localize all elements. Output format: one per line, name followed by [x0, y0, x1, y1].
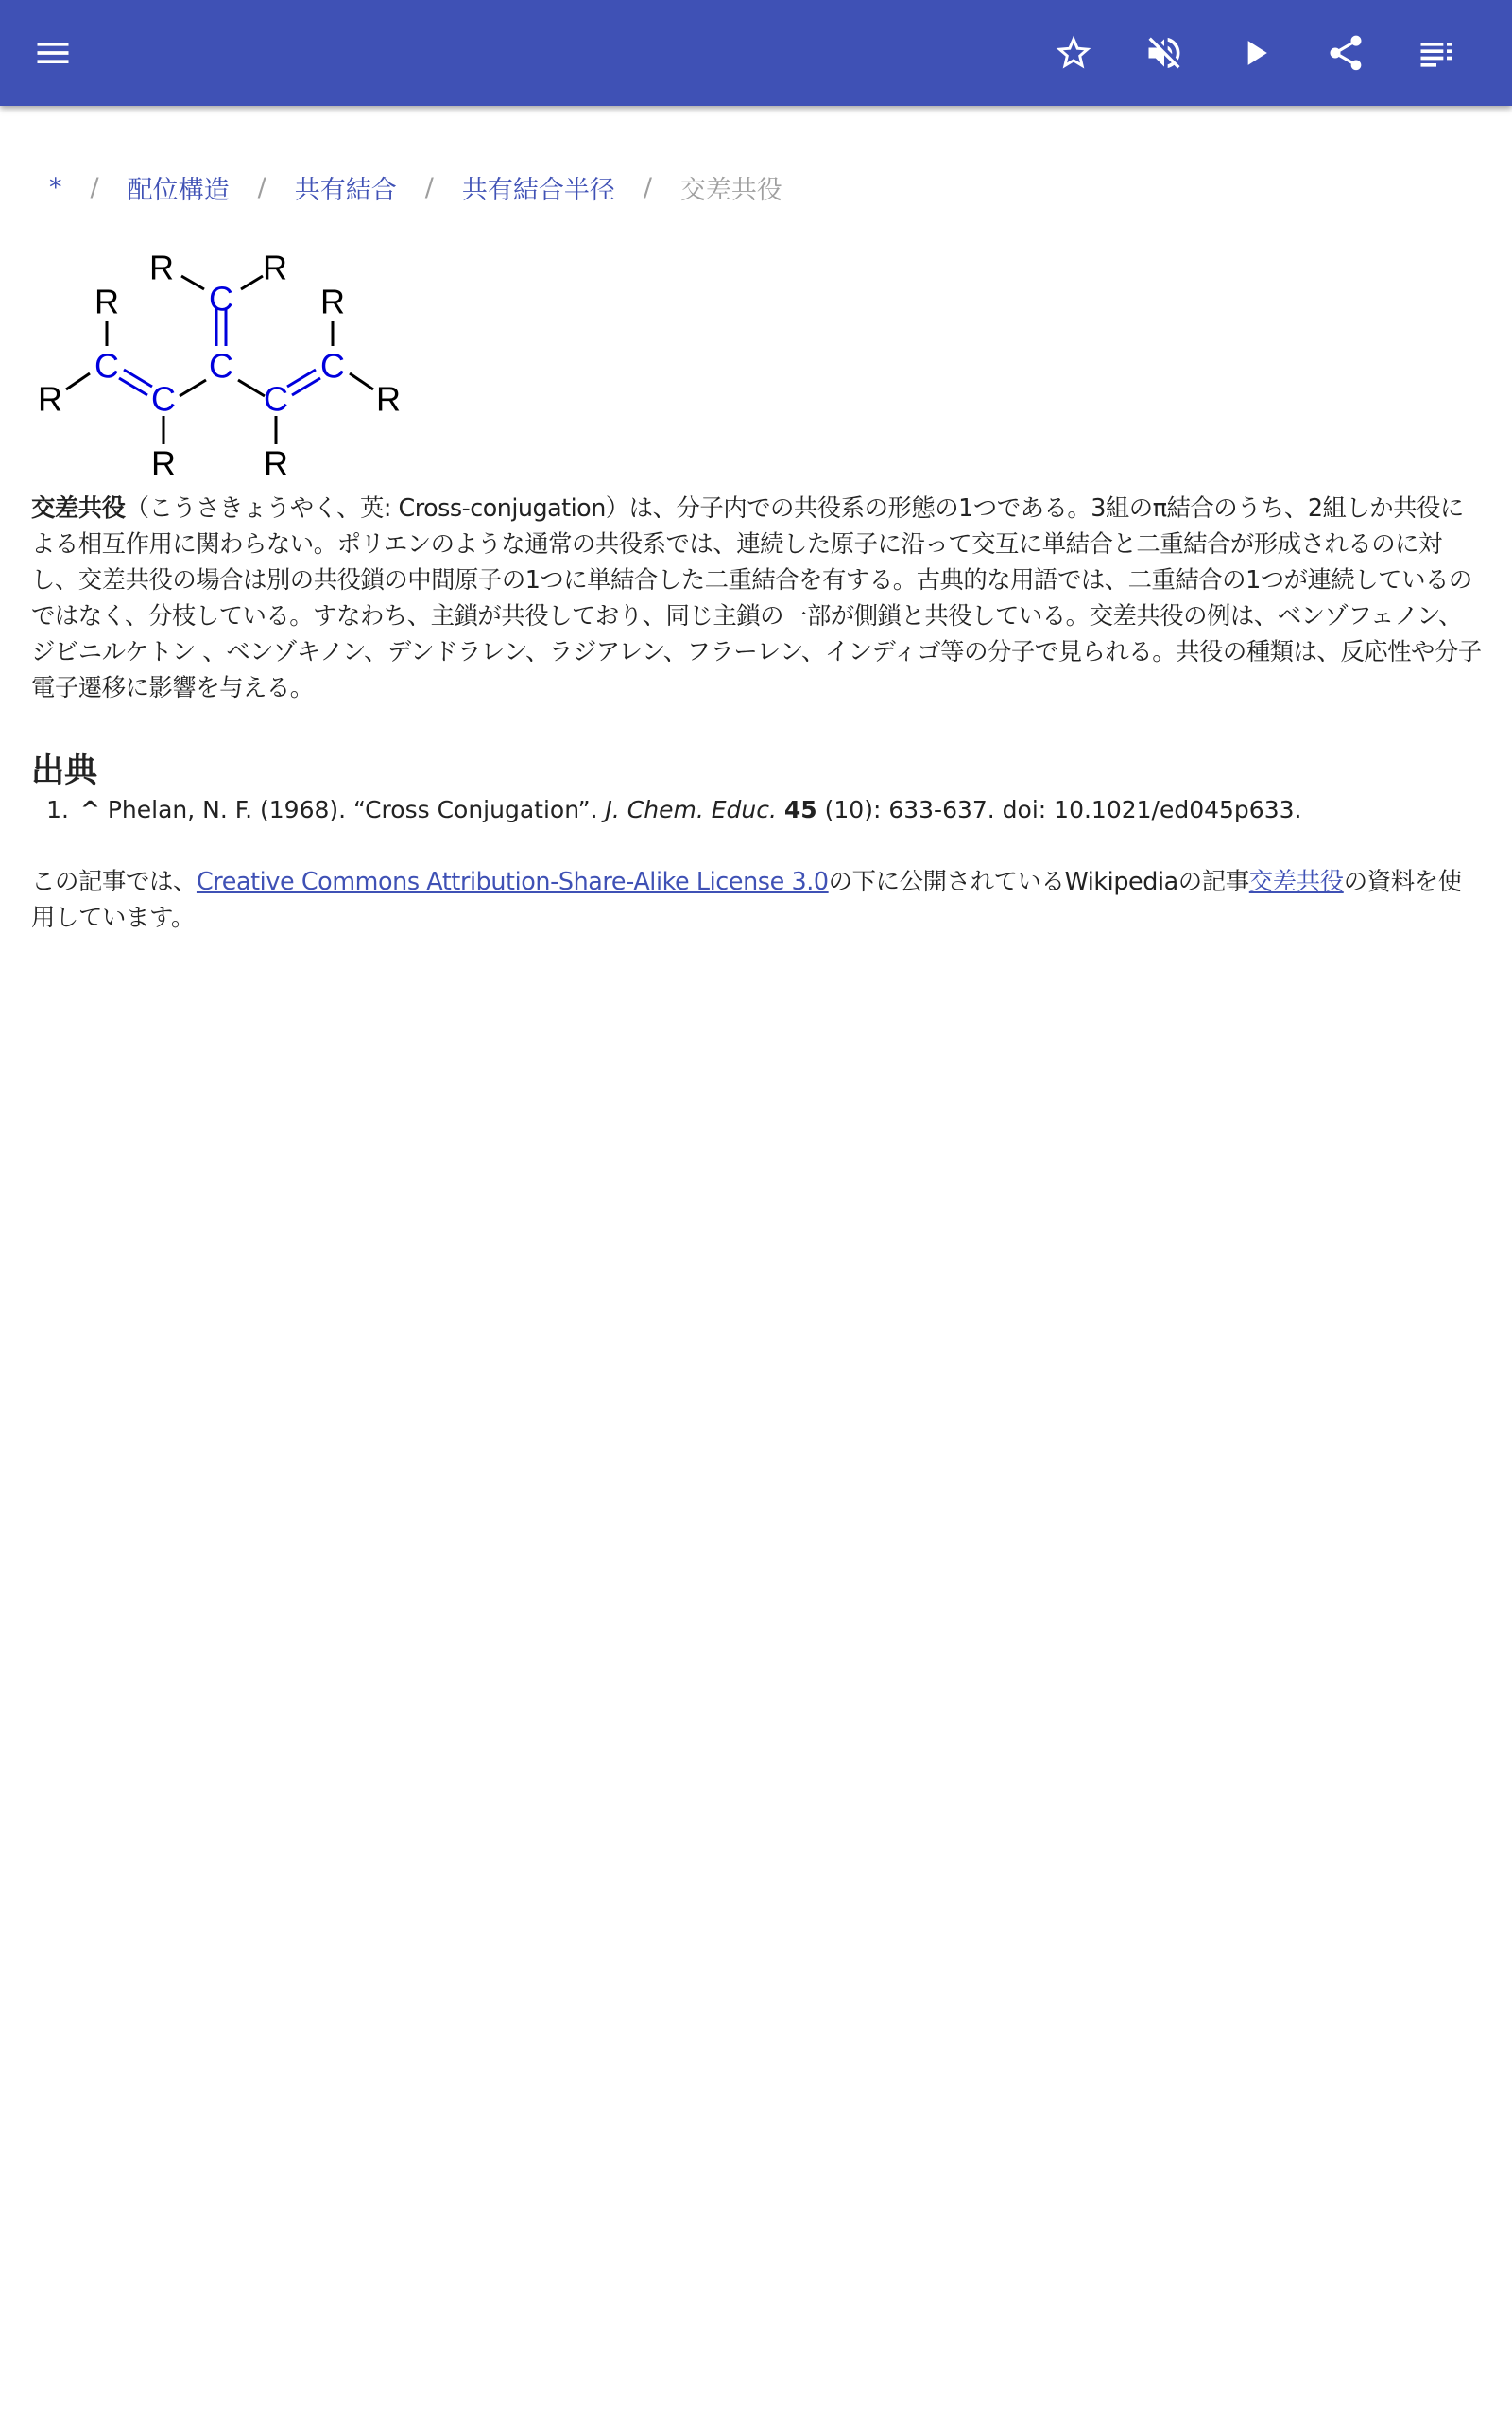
- r-group-label: R: [94, 282, 119, 321]
- menu-button[interactable]: [26, 26, 79, 79]
- breadcrumb-item-coordination-structure[interactable]: 配位構造: [127, 175, 230, 205]
- play-button[interactable]: [1228, 26, 1281, 79]
- breadcrumb-item-root[interactable]: *: [49, 172, 62, 202]
- license-link[interactable]: Creative Commons Attribution-Share-Alike License 3.0: [196, 867, 829, 895]
- r-group-label: R: [263, 248, 287, 287]
- references-heading: 出典: [31, 752, 98, 790]
- article-body: [31, 490, 1482, 705]
- reference-journal: J. Chem. Educ.: [605, 796, 777, 823]
- breadcrumb-separator: /: [643, 172, 652, 202]
- star-outline-icon: [1053, 32, 1094, 74]
- references-list: [31, 792, 1482, 828]
- article-term: 交差共役: [31, 493, 126, 522]
- carbon-atom-label: C: [209, 279, 233, 319]
- reference-backlink[interactable]: ^: [79, 796, 100, 823]
- breadcrumb-separator: /: [424, 172, 434, 202]
- breadcrumb: [49, 166, 782, 208]
- share-icon: [1325, 32, 1366, 74]
- carbon-atom-label: C: [94, 346, 119, 386]
- license-prefix: この記事では、: [31, 867, 197, 895]
- license-suffix: の資料を使用しています。: [31, 867, 1462, 931]
- carbon-atom-label: C: [209, 346, 233, 386]
- r-group-label: R: [264, 443, 288, 483]
- breadcrumb-separator: /: [257, 172, 266, 202]
- breadcrumb-item-covalent-bond[interactable]: 共有結合: [294, 175, 397, 205]
- playlist-icon: [1416, 32, 1457, 74]
- license-middle: の下に公開されているWikipediaの記事: [828, 867, 1249, 895]
- r-group-label: R: [149, 248, 174, 287]
- menu-icon: [32, 32, 74, 74]
- breadcrumb-separator: /: [90, 172, 99, 202]
- r-group-label: R: [38, 379, 62, 419]
- reference-number: 1.: [46, 796, 69, 823]
- carbon-atom-label: C: [264, 379, 288, 419]
- reference-details: (10): 633-637. doi: 10.1021/ed045p633.: [824, 796, 1302, 823]
- reference-author: Phelan, N. F. (1968). “Cross Conjugation”.: [107, 796, 598, 823]
- carbon-atom-label: C: [320, 346, 345, 386]
- r-group-label: R: [151, 443, 176, 483]
- r-group-label: R: [376, 379, 401, 419]
- article-intro-text: （こうさきょうやく、英: Cross-conjugation）は、分子内での共役系の形態の1つである。3組のπ結合のうち、2組しか共役による相互作用に関わらない。ポリエンのような通常の共役系では、連続した原子に沿って交互に単結合と二重結合が形成されるのに対し、交差共役の場合は別の共役鎖の中間原子の1つに単結合した二重結合を有する。古典的な用語では、二重結合の1つが連続しているのではなく、分枝している。すなわち、主鎖が共役しており、同じ主鎖の一部が側鎖と共役している。交差共役の例は、ベンゾフェノン、 ジビニルケトン 、ベンゾキノン、デンドラレン、ラジアレン、フラーレン、インディゴ等の分子で見られる。共役の種類は、反応性や分子電子遷移に影響を与える。: [31, 493, 1482, 701]
- reference-volume: 45: [783, 796, 817, 823]
- cross-conjugation-structure-image: [26, 238, 414, 486]
- license-notice: [31, 863, 1482, 935]
- reference-item: [31, 792, 1482, 828]
- playlist-button[interactable]: [1410, 26, 1463, 79]
- play-icon: [1234, 32, 1276, 74]
- volume-off-icon: [1143, 32, 1185, 74]
- share-button[interactable]: [1319, 26, 1372, 79]
- breadcrumb-item-covalent-radius[interactable]: 共有結合半径: [461, 175, 615, 205]
- r-group-label: R: [320, 282, 345, 321]
- carbon-atom-label: C: [151, 379, 176, 419]
- app-toolbar: [0, 0, 1512, 106]
- breadcrumb-current: 交差共役: [679, 175, 782, 205]
- mute-button[interactable]: [1138, 26, 1191, 79]
- source-article-link[interactable]: 交差共役: [1248, 867, 1344, 895]
- bookmark-button[interactable]: [1047, 26, 1100, 79]
